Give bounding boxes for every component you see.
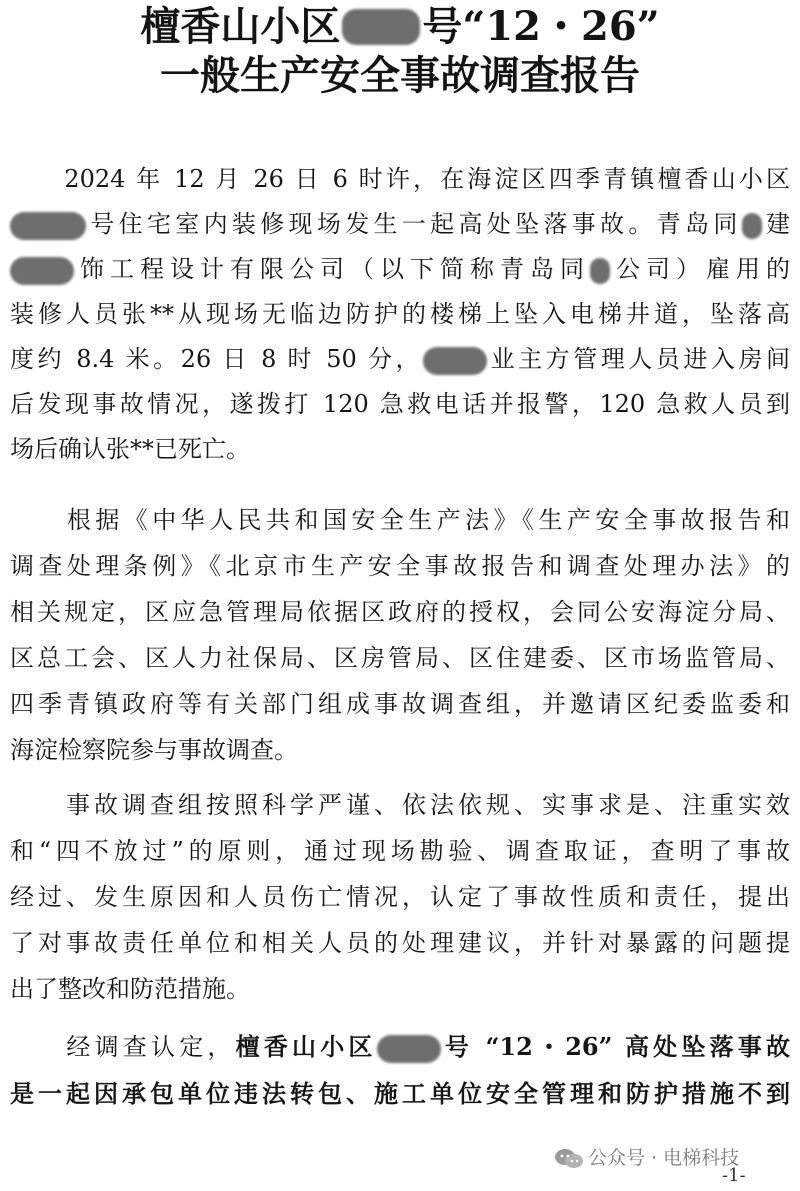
body-line xyxy=(10,589,790,635)
body-line xyxy=(10,874,790,920)
redaction-mark xyxy=(590,258,610,284)
body-line xyxy=(10,497,790,543)
body-line xyxy=(10,156,790,202)
redaction-mark xyxy=(342,9,420,45)
body-line xyxy=(10,920,790,966)
body-line xyxy=(10,336,790,382)
line-text: 号住宅室内装修现场发生一起高处坠落事故。青岛同 xyxy=(86,210,742,238)
line-text: 经调查认定， xyxy=(10,1033,236,1061)
body-line xyxy=(10,1071,790,1117)
wechat-icon xyxy=(554,1148,584,1170)
bold-text: 檀香山小区 xyxy=(235,1032,377,1061)
line-text: 海淀检察院参与事故调查。 xyxy=(10,736,298,764)
body-line xyxy=(10,246,790,292)
line-text: 业主方管理人员进入房间 xyxy=(487,345,791,373)
line-text: 事故调查组按照科学严谨、依法依规、实事求是、注重实效 xyxy=(10,791,790,819)
line-text: 度约 8.4 米。26 日 8 时 50 分， xyxy=(10,345,424,373)
report-title-line-2: 一般生产安全事故调查报告 xyxy=(160,52,640,99)
line-text: 经过、发生原因和人员伤亡情况，认定了事故性质和责任，提出 xyxy=(10,883,790,911)
line-text: 场后确认张**已死亡。 xyxy=(10,435,250,463)
redaction-mark xyxy=(10,212,86,240)
report-title-line-1 xyxy=(0,3,800,51)
page-number: -1- xyxy=(722,1165,746,1186)
bold-text: 号 “12・26” 高处坠落事故 xyxy=(440,1032,790,1061)
body-line xyxy=(10,681,790,727)
line-text: 相关规定，区应急管理局依据区政府的授权，会同公安海淀分局、 xyxy=(10,598,790,626)
redaction-mark xyxy=(10,257,74,285)
body-line xyxy=(10,966,790,1012)
line-text: 建 xyxy=(761,210,791,238)
title-text-b: 号“12・26” xyxy=(422,3,660,50)
line-text: 了对事故责任单位和相关人员的处理建议，并针对暴露的问题提 xyxy=(10,929,790,957)
redaction-mark xyxy=(423,347,487,375)
line-text: 饰工程设计有限公司（以下简称青岛同 xyxy=(74,255,590,283)
line-text: 公司）雇用的 xyxy=(610,255,790,283)
line-text: 2024 年 12 月 26 日 6 时许，在海淀区四季青镇檀香山小区 xyxy=(10,165,790,193)
body-line xyxy=(10,426,790,472)
body-line xyxy=(10,1024,790,1070)
body-line xyxy=(10,635,790,681)
line-text: 四季青镇政府等有关部门组成事故调查组，并邀请区纪委监委和 xyxy=(10,690,790,718)
line-text: 后发现事故情况，遂拨打 120 急救电话并报警，120 急救人员到 xyxy=(10,390,790,418)
body-line xyxy=(10,543,790,589)
line-text: 调查处理条例》《北京市生产安全事故报告和调查处理办法》的 xyxy=(10,552,790,580)
redaction-mark xyxy=(377,1035,441,1063)
title-text-a: 檀香山小区 xyxy=(140,3,341,50)
body-line xyxy=(10,828,790,874)
watermark xyxy=(554,1140,739,1176)
line-text: 和“四不放过”的原则，通过现场勘验、调查取证，查明了事故 xyxy=(10,837,790,865)
line-text: 区总工会、区人力社保局、区房管局、区住建委、区市场监管局、 xyxy=(10,644,790,672)
line-text: 出了整改和防范措施。 xyxy=(10,975,250,1003)
body-line xyxy=(10,201,790,247)
line-text: 装修人员张**从现场无临边防护的楼梯上坠入电梯井道，坠落高 xyxy=(10,300,790,328)
body-line xyxy=(10,782,790,828)
body-line xyxy=(10,291,790,337)
body-line xyxy=(10,381,790,427)
redaction-mark xyxy=(742,213,762,239)
body-line xyxy=(10,727,790,773)
line-text: 根据《中华人民共和国安全生产法》《生产安全事故报告和 xyxy=(10,506,790,534)
line-text: 是一起因承包单位违法转包、施工单位安全管理和防护措施不到 xyxy=(10,1079,790,1108)
watermark-text: 公众号 · 电梯科技 xyxy=(588,1147,740,1169)
